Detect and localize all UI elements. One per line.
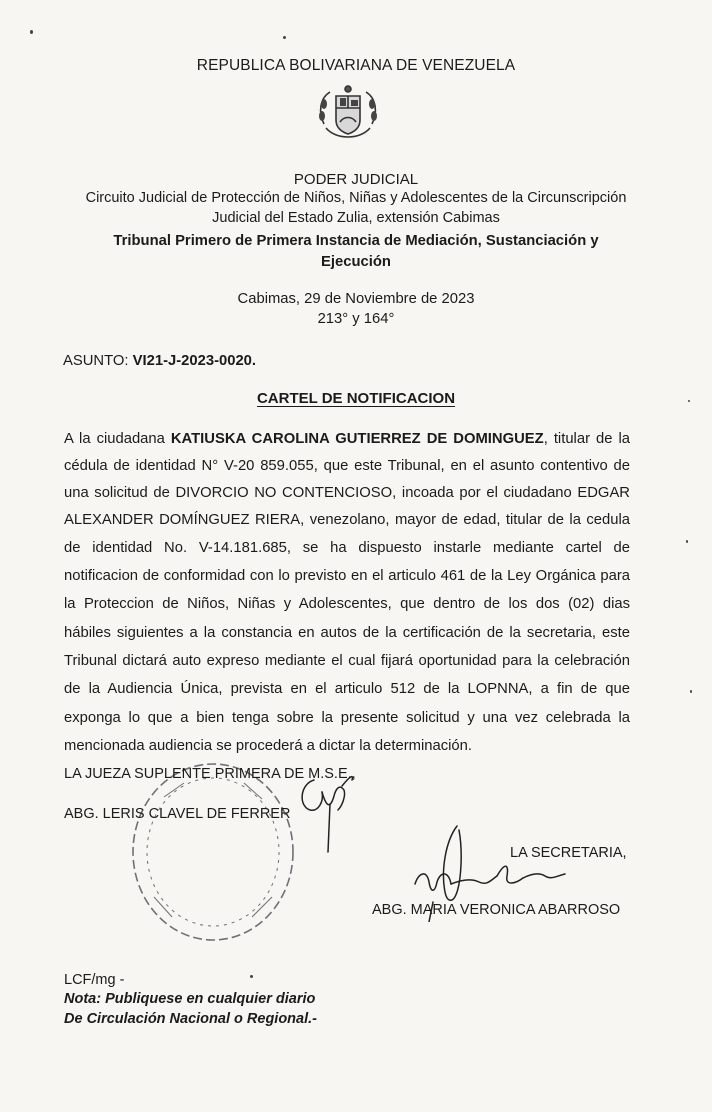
body-text: A la ciudadana — [64, 431, 171, 447]
body-line: exponga lo que a bien tenga sobre la presente solicitud y una vez celebrada la — [64, 710, 630, 726]
body-line: Tribunal dictará auto expreso mediante el cual fijará oportunidad para la celebración — [64, 653, 630, 669]
publication-note-2: De Circulación Nacional o Regional.- — [64, 1011, 317, 1027]
coat-of-arms-icon — [314, 84, 382, 148]
tribunal-line-1: Tribunal Primero de Primera Instancia de Mediación, Sustanciación y — [113, 233, 599, 249]
document-title — [0, 390, 712, 407]
circuit-line-2: Judicial del Estado Zulia, extensión Cabimas — [212, 210, 500, 226]
body-line: ALEXANDER DOMÍNGUEZ RIERA, venezolano, mayor de edad, titular de la cedula — [64, 512, 630, 528]
body-line — [64, 431, 630, 447]
initials: LCF/mg - — [64, 972, 125, 988]
paper-speck — [686, 540, 688, 543]
circuit-line-1: Circuito Judicial de Protección de Niños, Niñas y Adolescentes de la Circunscripción — [85, 190, 627, 206]
body-text: , titular de la — [543, 431, 630, 447]
party-name: KATIUSKA CAROLINA GUTIERREZ DE DOMINGUEZ — [170, 431, 544, 447]
body-line: cédula de identidad N° V-20 859.055, que este Tribunal, en el asunto contentivo de — [64, 458, 630, 474]
tribunal-line-2: Ejecución — [321, 254, 391, 270]
paper-speck — [690, 690, 692, 693]
country-header: REPUBLICA BOLIVARIANA DE VENEZUELA — [196, 57, 516, 74]
secretary-signature — [405, 822, 575, 922]
body-line: mencionada audiencia se procederá a dictar la determinación. — [64, 738, 472, 754]
place-date: Cabimas, 29 de Noviembre de 2023 — [237, 291, 475, 307]
body-line: una solicitud de DIVORCIO NO CONTENCIOSO, incoada por el ciudadano EDGAR — [64, 485, 630, 501]
publication-note-1: Nota: Publiquese en cualquier diario — [64, 991, 316, 1007]
asunto-line — [63, 353, 256, 369]
asunto-label: ASUNTO: — [63, 353, 133, 369]
secretary-name: ABG. MARIA VERONICA ABARROSO — [372, 902, 621, 918]
body-line: de identidad No. V-14.181.685, se ha dispuesto instarle mediante cartel de — [64, 540, 630, 556]
document-title-text: CARTEL DE NOTIFICACION — [256, 390, 456, 407]
secretary-title: LA SECRETARIA, — [510, 845, 627, 861]
judge-name: ABG. LERIS CLAVEL DE FERRER — [64, 806, 291, 822]
body-line: notificacion de conformidad con lo previsto en el articulo 461 de la Ley Orgánica para — [64, 568, 630, 584]
body-line: de la Audiencia Única, prevista en el articulo 512 de la LOPNNA, a fin de que — [64, 681, 630, 697]
asunto-value: VI21-J-2023-0020. — [132, 353, 257, 369]
court-seal-stamp — [124, 757, 302, 947]
judge-title: LA JUEZA SUPLENTE PRIMERA DE M.S.E., — [64, 766, 356, 782]
paper-speck — [250, 975, 253, 978]
paper-speck — [30, 30, 33, 34]
years: 213° y 164° — [317, 311, 395, 327]
body-line: la Proteccion de Niños, Niñas y Adolescentes, que dentro de los dos (02) dias — [64, 596, 630, 612]
judge-signature — [296, 766, 358, 856]
paper-speck — [283, 36, 286, 39]
paper-speck — [688, 400, 690, 402]
body-line: hábiles siguientes a la constancia en autos de la certificación de la secretaria, este — [64, 625, 630, 641]
branch-title: PODER JUDICIAL — [293, 171, 419, 188]
